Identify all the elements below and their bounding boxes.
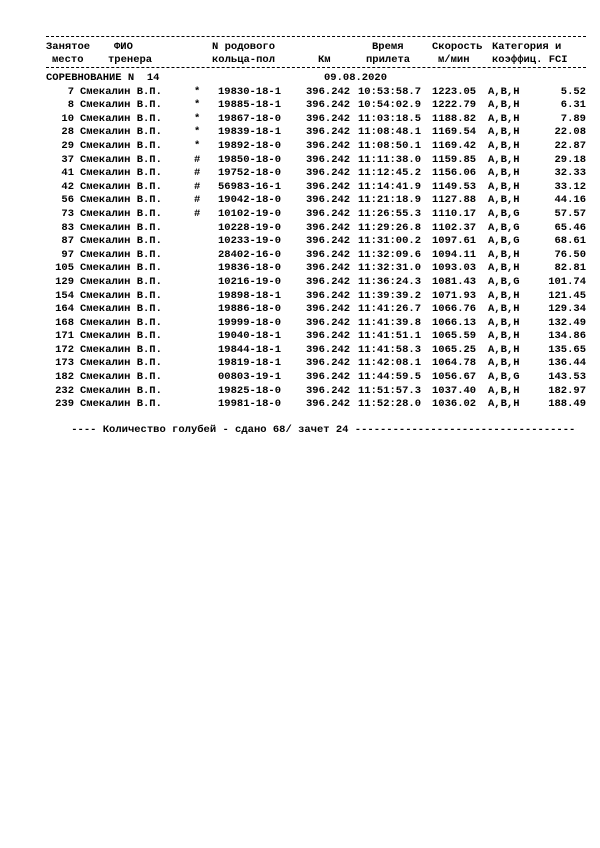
cell-mark: # <box>194 167 201 180</box>
cell-km: 396.242 <box>306 303 351 316</box>
header-name-line1: ФИО <box>114 41 133 53</box>
cell-speed: 1149.53 <box>432 180 477 193</box>
header-ring-line2: кольца-пол <box>212 54 276 66</box>
cell-mark: * <box>194 126 201 139</box>
cell-coef: 135.65 <box>548 343 586 356</box>
cell-ring: 19867-18-0 <box>218 112 282 125</box>
table-row <box>46 167 586 181</box>
cell-mark: # <box>194 153 201 166</box>
cell-time: 11:14:41.9 <box>358 180 422 193</box>
cell-ring: 19042-18-0 <box>218 194 282 207</box>
cell-trainer: Смекалин В.П. <box>80 153 162 166</box>
cell-trainer: Смекалин В.П. <box>80 398 162 411</box>
header-km: Км <box>318 54 331 66</box>
cell-category: A,B,G <box>488 221 520 234</box>
footer-line <box>46 412 586 436</box>
cell-ring: 19040-18-1 <box>218 330 282 343</box>
cell-category: A,B,H <box>488 248 520 261</box>
cell-trainer: Смекалин В.П. <box>80 275 162 288</box>
cell-time: 11:41:26.7 <box>358 303 422 316</box>
cell-coef: 65.46 <box>554 221 586 234</box>
cell-speed: 1188.82 <box>432 112 477 125</box>
header-name-line2: тренера <box>108 54 153 66</box>
cell-time: 11:32:31.0 <box>358 262 422 275</box>
cell-ring: 19898-18-1 <box>218 289 282 302</box>
cell-time: 11:29:26.8 <box>358 221 422 234</box>
cell-category: A,B,H <box>488 289 520 302</box>
cell-coef: 143.53 <box>548 371 586 384</box>
cell-speed: 1064.78 <box>432 357 477 370</box>
cell-place: 173 <box>55 357 74 370</box>
cell-coef: 134.86 <box>548 330 586 343</box>
cell-time: 11:26:55.3 <box>358 207 422 220</box>
results-document <box>46 36 586 436</box>
table-row <box>46 222 586 236</box>
cell-place: 232 <box>55 384 74 397</box>
table-row <box>46 208 586 222</box>
cell-speed: 1036.02 <box>432 398 477 411</box>
cell-category: A,B,H <box>488 343 520 356</box>
header-time-line1: Время <box>372 41 404 53</box>
header-category-line1: Категория и <box>492 41 562 53</box>
cell-speed: 1156.06 <box>432 167 477 180</box>
cell-category: A,B,H <box>488 384 520 397</box>
cell-place: 164 <box>55 303 74 316</box>
cell-speed: 1127.88 <box>432 194 477 207</box>
cell-category: A,B,H <box>488 316 520 329</box>
table-row <box>46 154 586 168</box>
cell-trainer: Смекалин В.П. <box>80 343 162 356</box>
cell-trainer: Смекалин В.П. <box>80 248 162 261</box>
cell-trainer: Смекалин В.П. <box>80 371 162 384</box>
cell-mark: * <box>194 139 201 152</box>
cell-ring: 56983-16-1 <box>218 180 282 193</box>
cell-trainer: Смекалин В.П. <box>80 316 162 329</box>
cell-speed: 1037.40 <box>432 384 477 397</box>
cell-speed: 1065.59 <box>432 330 477 343</box>
cell-km: 396.242 <box>306 357 351 370</box>
cell-km: 396.242 <box>306 99 351 112</box>
cell-place: 97 <box>61 248 74 261</box>
cell-category: A,B,G <box>488 235 520 248</box>
cell-coef: 6.31 <box>560 99 586 112</box>
cell-km: 396.242 <box>306 235 351 248</box>
cell-place: 172 <box>55 343 74 356</box>
cell-trainer: Смекалин В.П. <box>80 330 162 343</box>
cell-place: 87 <box>61 235 74 248</box>
cell-km: 396.242 <box>306 289 351 302</box>
cell-coef: 101.74 <box>548 275 586 288</box>
cell-time: 11:03:18.5 <box>358 112 422 125</box>
cell-speed: 1081.43 <box>432 275 477 288</box>
cell-category: A,B,H <box>488 167 520 180</box>
cell-category: A,B,H <box>488 139 520 152</box>
cell-speed: 1093.03 <box>432 262 477 275</box>
table-row <box>46 194 586 208</box>
header-speed-line2: м/мин <box>438 54 470 66</box>
cell-coef: 121.45 <box>548 289 586 302</box>
cell-ring: 19844-18-1 <box>218 343 282 356</box>
cell-coef: 82.81 <box>554 262 586 275</box>
cell-category: A,B,G <box>488 275 520 288</box>
cell-category: A,B,H <box>488 112 520 125</box>
cell-trainer: Смекалин В.П. <box>80 289 162 302</box>
cell-ring: 19752-18-0 <box>218 167 282 180</box>
cell-category: A,B,H <box>488 180 520 193</box>
cell-time: 11:11:38.0 <box>358 153 422 166</box>
cell-mark: # <box>194 207 201 220</box>
table-row <box>46 249 586 263</box>
cell-trainer: Смекалин В.П. <box>80 262 162 275</box>
cell-time: 11:41:39.8 <box>358 316 422 329</box>
cell-km: 396.242 <box>306 112 351 125</box>
cell-place: 73 <box>61 207 74 220</box>
cell-time: 11:41:58.3 <box>358 343 422 356</box>
cell-speed: 1223.05 <box>432 85 477 98</box>
cell-time: 11:51:57.3 <box>358 384 422 397</box>
cell-ring: 19839-18-1 <box>218 126 282 139</box>
cell-km: 396.242 <box>306 262 351 275</box>
table-row <box>46 262 586 276</box>
cell-category: A,B,H <box>488 262 520 275</box>
cell-ring: 19999-18-0 <box>218 316 282 329</box>
cell-coef: 132.49 <box>548 316 586 329</box>
cell-category: A,B,H <box>488 85 520 98</box>
cell-coef: 136.44 <box>548 357 586 370</box>
table-header <box>46 37 586 66</box>
header-time-line2: прилета <box>366 54 411 66</box>
table-row <box>46 317 586 331</box>
cell-km: 396.242 <box>306 248 351 261</box>
cell-ring: 19836-18-0 <box>218 262 282 275</box>
table-row <box>46 303 586 317</box>
cell-km: 396.242 <box>306 221 351 234</box>
table-row <box>46 344 586 358</box>
competition-label: СОРЕВНОВАНИЕ N 14 <box>46 72 160 84</box>
cell-speed: 1056.67 <box>432 371 477 384</box>
cell-time: 11:52:28.0 <box>358 398 422 411</box>
cell-category: A,B,H <box>488 126 520 139</box>
cell-mark: * <box>194 85 201 98</box>
cell-mark: * <box>194 99 201 112</box>
cell-trainer: Смекалин В.П. <box>80 126 162 139</box>
cell-coef: 188.49 <box>548 398 586 411</box>
cell-time: 11:12:45.2 <box>358 167 422 180</box>
cell-place: 29 <box>61 139 74 152</box>
cell-km: 396.242 <box>306 194 351 207</box>
header-place-line2: место <box>52 54 84 66</box>
cell-time: 10:54:02.9 <box>358 99 422 112</box>
footer-dashes-right: ----------------------------------- <box>348 423 576 436</box>
cell-category: A,B,H <box>488 303 520 316</box>
cell-trainer: Смекалин В.П. <box>80 112 162 125</box>
table-row <box>46 371 586 385</box>
cell-time: 11:08:48.1 <box>358 126 422 139</box>
cell-coef: 76.50 <box>554 248 586 261</box>
cell-trainer: Смекалин В.П. <box>80 139 162 152</box>
cell-category: A,B,H <box>488 194 520 207</box>
table-row <box>46 357 586 371</box>
footer-text: Количество голубей - сдано 68/ зачет 24 <box>102 423 349 436</box>
cell-category: A,B,H <box>488 153 520 166</box>
cell-time: 11:08:50.1 <box>358 139 422 152</box>
cell-time: 11:21:18.9 <box>358 194 422 207</box>
cell-trainer: Смекалин В.П. <box>80 207 162 220</box>
cell-coef: 68.61 <box>554 235 586 248</box>
cell-speed: 1066.76 <box>432 303 477 316</box>
cell-ring: 10228-19-0 <box>218 221 282 234</box>
cell-speed: 1094.11 <box>432 248 477 261</box>
cell-ring: 19886-18-0 <box>218 303 282 316</box>
header-place-line1: Занятое <box>46 41 91 53</box>
header-category-line2: коэффиц. FCI <box>492 54 568 66</box>
cell-time: 10:53:58.7 <box>358 85 422 98</box>
cell-speed: 1097.61 <box>432 235 477 248</box>
cell-trainer: Смекалин В.П. <box>80 221 162 234</box>
table-row <box>46 181 586 195</box>
header-divider <box>46 67 586 68</box>
cell-km: 396.242 <box>306 207 351 220</box>
cell-coef: 5.52 <box>560 85 586 98</box>
cell-mark: # <box>194 180 201 193</box>
cell-category: A,B,H <box>488 99 520 112</box>
cell-km: 396.242 <box>306 371 351 384</box>
cell-speed: 1159.85 <box>432 153 477 166</box>
cell-km: 396.242 <box>306 180 351 193</box>
cell-category: A,B,H <box>488 357 520 370</box>
cell-place: 7 <box>67 85 74 98</box>
cell-speed: 1222.79 <box>432 99 477 112</box>
cell-time: 11:31:00.2 <box>358 235 422 248</box>
competition-line <box>46 72 586 86</box>
cell-place: 129 <box>55 275 74 288</box>
cell-place: 56 <box>61 194 74 207</box>
cell-speed: 1066.13 <box>432 316 477 329</box>
cell-km: 396.242 <box>306 153 351 166</box>
cell-trainer: Смекалин В.П. <box>80 357 162 370</box>
cell-coef: 33.12 <box>554 180 586 193</box>
cell-ring: 19819-18-1 <box>218 357 282 370</box>
cell-km: 396.242 <box>306 126 351 139</box>
cell-place: 42 <box>61 180 74 193</box>
table-row <box>46 235 586 249</box>
table-row <box>46 290 586 304</box>
header-ring-line1: N родового <box>212 41 276 53</box>
cell-time: 11:36:24.3 <box>358 275 422 288</box>
cell-trainer: Смекалин В.П. <box>80 384 162 397</box>
cell-km: 396.242 <box>306 85 351 98</box>
cell-ring: 19981-18-0 <box>218 398 282 411</box>
cell-ring: 19825-18-0 <box>218 384 282 397</box>
cell-time: 11:39:39.2 <box>358 289 422 302</box>
cell-trainer: Смекалин В.П. <box>80 180 162 193</box>
cell-trainer: Смекалин В.П. <box>80 99 162 112</box>
cell-km: 396.242 <box>306 384 351 397</box>
header-speed-line1: Скорость <box>432 41 483 53</box>
cell-mark: * <box>194 112 201 125</box>
cell-speed: 1169.42 <box>432 139 477 152</box>
table-row <box>46 276 586 290</box>
cell-coef: 22.08 <box>554 126 586 139</box>
cell-place: 171 <box>55 330 74 343</box>
cell-ring: 28402-16-0 <box>218 248 282 261</box>
cell-time: 11:44:59.5 <box>358 371 422 384</box>
cell-place: 154 <box>55 289 74 302</box>
results-table <box>46 86 586 412</box>
cell-place: 105 <box>55 262 74 275</box>
cell-place: 41 <box>61 167 74 180</box>
cell-place: 28 <box>61 126 74 139</box>
cell-place: 182 <box>55 371 74 384</box>
cell-trainer: Смекалин В.П. <box>80 85 162 98</box>
cell-time: 11:42:08.1 <box>358 357 422 370</box>
cell-time: 11:41:51.1 <box>358 330 422 343</box>
table-row <box>46 113 586 127</box>
footer-dashes-left: ---- <box>71 423 103 436</box>
cell-ring: 19850-18-0 <box>218 153 282 166</box>
cell-km: 396.242 <box>306 343 351 356</box>
cell-place: 10 <box>61 112 74 125</box>
cell-coef: 32.33 <box>554 167 586 180</box>
cell-ring: 19892-18-0 <box>218 139 282 152</box>
cell-place: 239 <box>55 398 74 411</box>
cell-coef: 129.34 <box>548 303 586 316</box>
cell-speed: 1110.17 <box>432 207 477 220</box>
cell-km: 396.242 <box>306 398 351 411</box>
cell-place: 168 <box>55 316 74 329</box>
cell-coef: 182.97 <box>548 384 586 397</box>
cell-coef: 7.89 <box>560 112 586 125</box>
cell-coef: 44.16 <box>554 194 586 207</box>
cell-km: 396.242 <box>306 167 351 180</box>
cell-coef: 22.87 <box>554 139 586 152</box>
cell-place: 83 <box>61 221 74 234</box>
cell-category: A,B,H <box>488 330 520 343</box>
cell-km: 396.242 <box>306 316 351 329</box>
table-row <box>46 140 586 154</box>
cell-mark: # <box>194 194 201 207</box>
table-row <box>46 398 586 412</box>
table-row <box>46 385 586 399</box>
table-row <box>46 86 586 100</box>
cell-km: 396.242 <box>306 330 351 343</box>
competition-date: 09.08.2020 <box>324 72 388 84</box>
cell-place: 37 <box>61 153 74 166</box>
cell-trainer: Смекалин В.П. <box>80 235 162 248</box>
cell-category: A,B,G <box>488 371 520 384</box>
cell-ring: 00803-19-1 <box>218 371 282 384</box>
cell-ring: 10233-19-0 <box>218 235 282 248</box>
cell-speed: 1169.54 <box>432 126 477 139</box>
cell-trainer: Смекалин В.П. <box>80 303 162 316</box>
cell-trainer: Смекалин В.П. <box>80 167 162 180</box>
cell-ring: 19885-18-1 <box>218 99 282 112</box>
cell-coef: 29.18 <box>554 153 586 166</box>
table-row <box>46 126 586 140</box>
cell-km: 396.242 <box>306 275 351 288</box>
cell-ring: 19830-18-1 <box>218 85 282 98</box>
cell-ring: 10216-19-0 <box>218 275 282 288</box>
cell-ring: 10102-19-0 <box>218 207 282 220</box>
cell-km: 396.242 <box>306 139 351 152</box>
cell-coef: 57.57 <box>554 207 586 220</box>
cell-speed: 1102.37 <box>432 221 477 234</box>
cell-time: 11:32:09.6 <box>358 248 422 261</box>
cell-category: A,B,H <box>488 398 520 411</box>
cell-place: 8 <box>67 99 74 112</box>
table-row <box>46 330 586 344</box>
cell-category: A,B,G <box>488 207 520 220</box>
cell-trainer: Смекалин В.П. <box>80 194 162 207</box>
table-row <box>46 99 586 113</box>
cell-speed: 1071.93 <box>432 289 477 302</box>
cell-speed: 1065.25 <box>432 343 477 356</box>
